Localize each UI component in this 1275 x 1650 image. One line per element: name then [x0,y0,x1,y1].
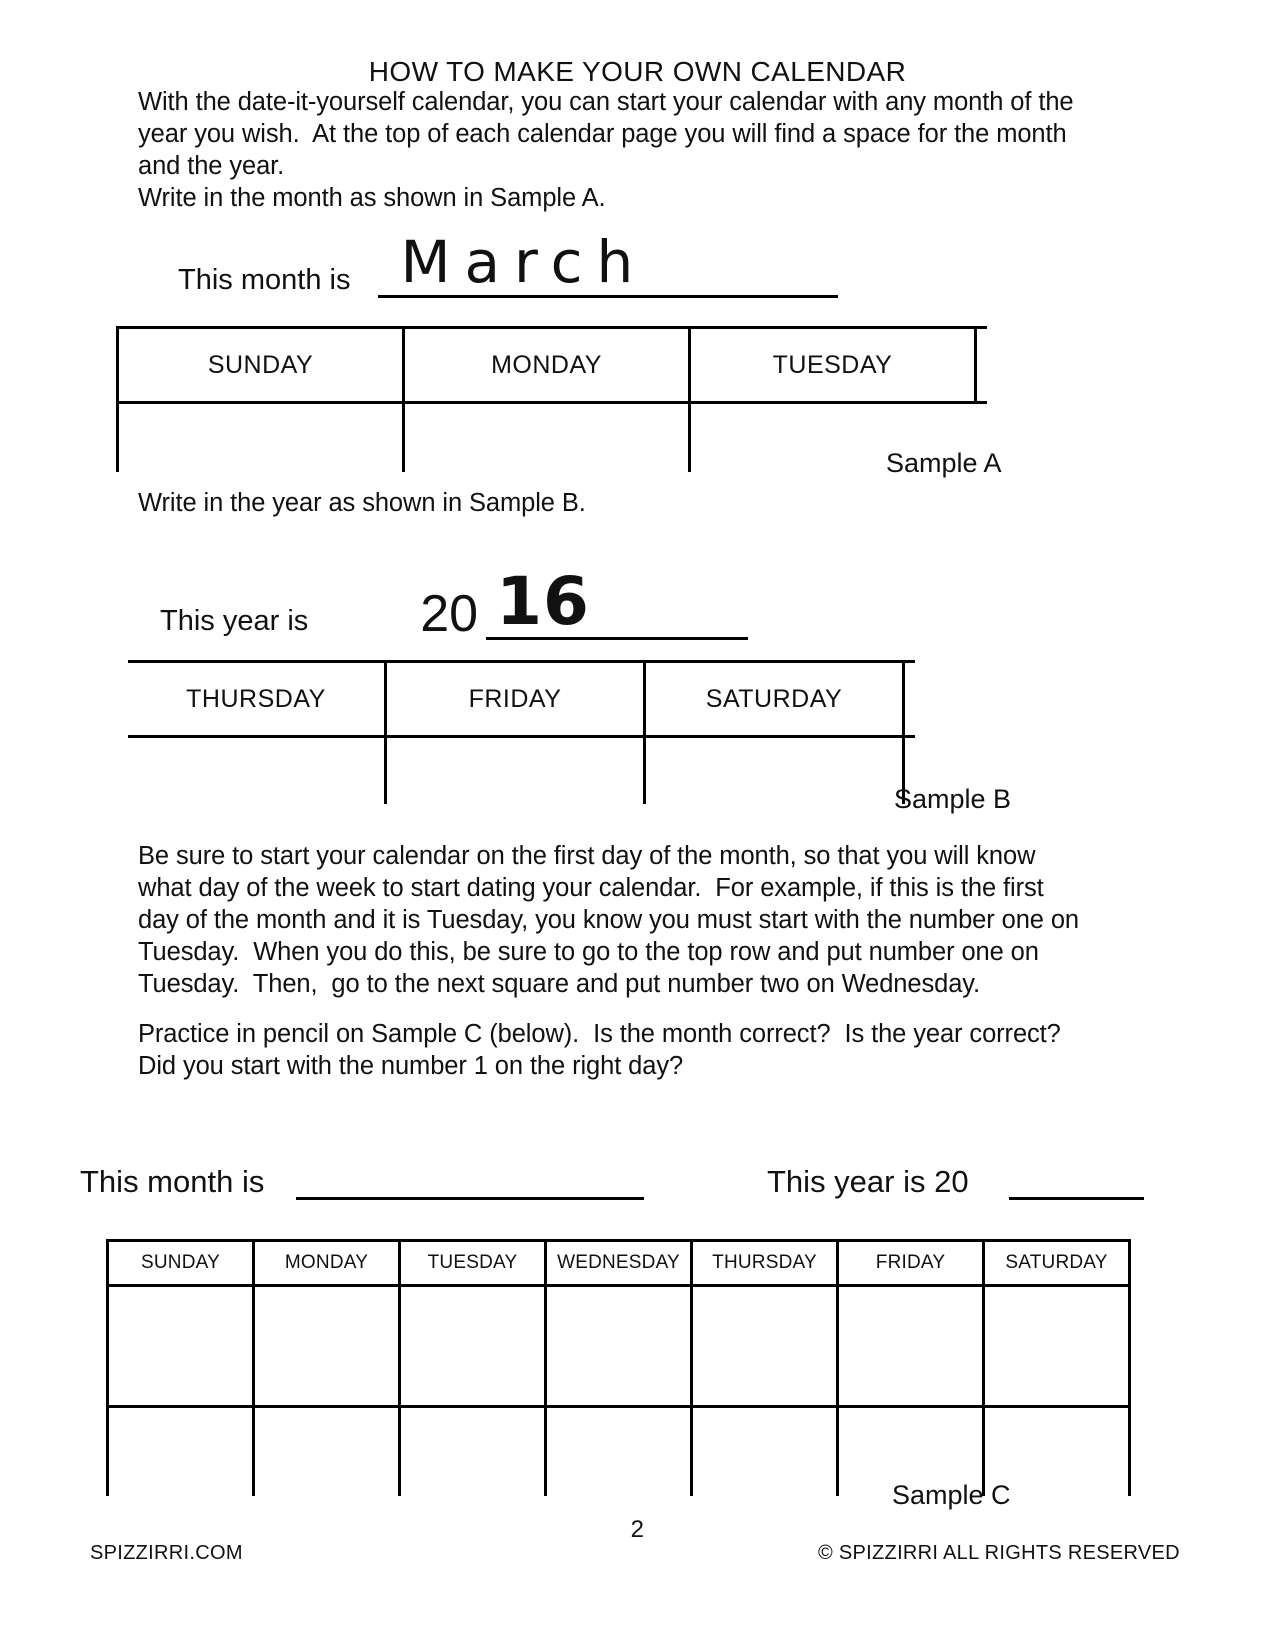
sample-c-day-cell[interactable] [400,1286,546,1407]
footer-page-number: 2 [630,1516,645,1543]
sample-c-day-cell[interactable] [546,1407,692,1497]
sample-b-year-value: 16 [496,563,590,640]
sample-a-day-cell[interactable] [404,403,690,473]
sample-b-header-friday: FRIDAY [386,662,645,737]
table-row [128,662,915,737]
intro-paragraph: With the date-it-yourself calendar, you can start your calendar with any month of the year you wish. At the top of each calendar page you will find a space for the month and the year. [138,88,1081,180]
write-month-instruction: Write in the month as shown in Sample A. [138,184,606,212]
sample-b-year-label: This year is [160,605,309,637]
sample-c-header-friday: FRIDAY [838,1241,984,1286]
sample-a-header-tuesday: TUESDAY [690,328,976,403]
sample-c-month-blank[interactable] [296,1155,644,1200]
body-paragraph: Be sure to start your calendar on the first day of the month, so that you will know what day of the week to start dating your calendar. For example, if this is the first day of the month and it is Tuesday, you know you must start with the number one on Tuesday. When you do this, be sure to go to the top row and put number one on Tuesday. Then, go to the next square and put number two on Wednesday. [138,842,1086,998]
sample-a-header-sunday: SUNDAY [118,328,404,403]
sample-c-month-row [80,1155,644,1200]
table-row [108,1241,1130,1286]
sample-a-month-label: This month is [178,264,351,296]
sample-b-day-cell[interactable] [128,737,386,805]
table-row [108,1286,1130,1407]
sample-b-calendar-table [128,660,915,804]
sample-c-year-row [767,1155,1144,1200]
sample-a-month-row [178,228,838,298]
sample-c-header-monday: MONDAY [254,1241,400,1286]
footer-site-url: SPIZZIRRI.COM [90,1542,243,1564]
sample-b-header-thursday: THURSDAY [128,662,386,737]
sample-a-cut-edge [976,328,988,403]
sample-a-header-monday: MONDAY [404,328,690,403]
sample-a-month-value: March [400,228,648,296]
sample-a-label: Sample A [886,448,1002,478]
sample-a-month-blank[interactable] [378,228,838,298]
sample-b-label: Sample B [894,784,1012,814]
sample-b-year-blank[interactable] [486,563,748,640]
practice-paragraph: Practice in pencil on Sample C (below). Is the month correct? Is the year correct? Did you start with the number 1 on the right day? [138,1020,1068,1080]
sample-c-header-saturday: SATURDAY [984,1241,1130,1286]
sample-c-day-cell[interactable] [108,1407,254,1497]
sample-c-day-cell[interactable] [400,1407,546,1497]
sample-c-day-cell[interactable] [108,1286,254,1407]
write-year-instruction: Write in the year as shown in Sample B. [138,489,586,517]
sample-c-header-tuesday: TUESDAY [400,1241,546,1286]
table-row [128,737,915,805]
sample-a-day-cell[interactable] [118,403,404,473]
sample-c-year-blank[interactable] [1009,1155,1144,1200]
sample-c-day-cell[interactable] [984,1286,1130,1407]
table-row [118,403,988,473]
sample-c-header-wednesday: WEDNESDAY [546,1241,692,1286]
sample-c-month-label: This month is [80,1164,265,1199]
sample-c-day-cell[interactable] [838,1286,984,1407]
sample-b-year-row [160,563,748,643]
sample-b-day-cell[interactable] [645,737,904,805]
sample-b-cut-edge [904,662,916,737]
sample-a-calendar-table [116,326,987,472]
sample-c-header-sunday: SUNDAY [108,1241,254,1286]
sample-c-header-thursday: THURSDAY [692,1241,838,1286]
page-title: HOW TO MAKE YOUR OWN CALENDAR [368,56,907,87]
sample-c-day-cell[interactable] [254,1286,400,1407]
sample-c-calendar-table [106,1239,1131,1496]
sample-c-day-cell[interactable] [546,1286,692,1407]
table-row [118,328,988,403]
sample-c-day-cell[interactable] [254,1407,400,1497]
sample-c-label: Sample C [892,1480,1011,1510]
sample-c-day-cell[interactable] [692,1407,838,1497]
sample-c-year-label: This year is 20 [767,1164,969,1199]
sample-b-year-prefix: 20 [420,585,479,643]
sample-b-header-saturday: SATURDAY [645,662,904,737]
sample-c-day-cell[interactable] [692,1286,838,1407]
footer-copyright: © SPIZZIRRI ALL RIGHTS RESERVED [818,1542,1180,1564]
sample-b-day-cell[interactable] [386,737,645,805]
